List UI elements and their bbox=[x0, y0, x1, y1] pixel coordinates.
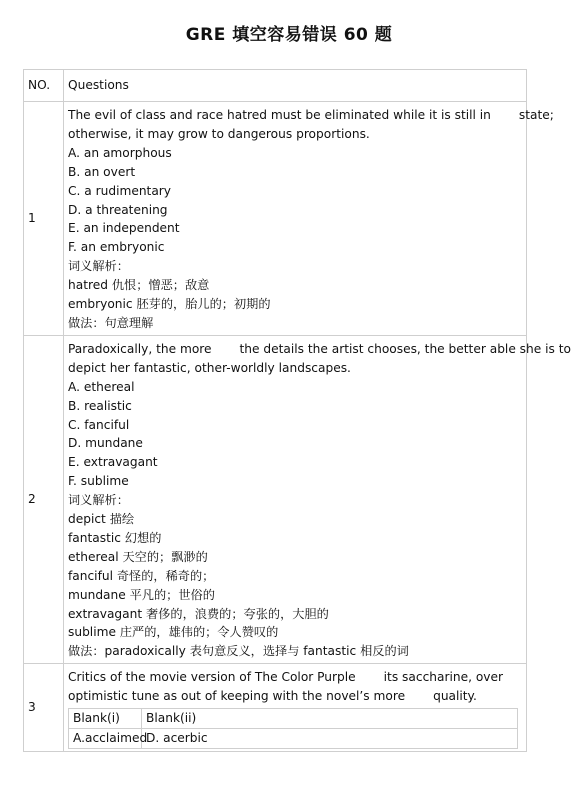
question-stem-cont bbox=[68, 687, 522, 706]
stem-text: the details the artist chooses, the better able she is to bbox=[239, 341, 571, 356]
stem-text: Paradoxically, the more bbox=[68, 341, 212, 356]
note-line: 词义解析： bbox=[68, 493, 129, 508]
question-number: 1 bbox=[24, 102, 64, 336]
question-number: 3 bbox=[24, 664, 64, 752]
option: A. ethereal bbox=[68, 379, 135, 394]
note-line: fantastic 幻想的 bbox=[68, 530, 162, 545]
option: D. mundane bbox=[68, 436, 143, 451]
option: F. an embryonic bbox=[68, 240, 165, 255]
note-line: hatred 仇恨；憎恶；敌意 bbox=[68, 278, 210, 293]
blank-header: Blank(i) bbox=[69, 709, 142, 729]
question-stem-cont: otherwise, it may grow to dangerous proportions. bbox=[68, 126, 370, 141]
question-number: 2 bbox=[24, 335, 64, 663]
question-stem bbox=[68, 340, 571, 359]
question-cell bbox=[64, 102, 554, 336]
question-stem bbox=[68, 668, 522, 687]
note-line: sublime 庄严的，雄伟的；令人赞叹的 bbox=[68, 625, 279, 640]
blank-option: A.acclaimed bbox=[69, 729, 142, 749]
table-row bbox=[24, 102, 527, 336]
header-no: NO. bbox=[24, 70, 64, 102]
page-title: GRE 填空容易错误 60 题 bbox=[185, 25, 393, 45]
header-questions: Questions bbox=[64, 70, 527, 102]
option: C. fanciful bbox=[68, 417, 130, 432]
blank-header-row bbox=[69, 709, 518, 729]
note-line: ethereal 天空的；飘渺的 bbox=[68, 549, 208, 564]
stem-text: The evil of class and race hatred must be eliminated while it is still in bbox=[68, 108, 491, 122]
note-line: 做法：句意理解 bbox=[68, 315, 154, 330]
stem-text: state; bbox=[518, 108, 554, 122]
table-row bbox=[24, 335, 527, 663]
option: C. a rudimentary bbox=[68, 183, 172, 198]
note-line: 做法：paradoxically 表句意反义，选择与 fantastic 相反的词 bbox=[68, 644, 409, 659]
option: A. an amorphous bbox=[68, 145, 172, 160]
blank-option: D. acerbic bbox=[142, 729, 518, 749]
question-cell bbox=[64, 664, 527, 752]
table-header-row bbox=[24, 70, 527, 102]
option: E. an independent bbox=[68, 221, 180, 236]
table-row bbox=[24, 664, 527, 752]
note-line: mundane 平凡的；世俗的 bbox=[68, 587, 215, 602]
blank-header: Blank(ii) bbox=[142, 709, 518, 729]
stem-text: its saccharine, over bbox=[383, 670, 504, 685]
note-line: fanciful 奇怪的，稀奇的； bbox=[68, 568, 215, 583]
blank-option-row bbox=[69, 729, 518, 749]
option: B. an overt bbox=[68, 164, 136, 179]
question-stem bbox=[68, 106, 554, 125]
stem-text: quality. bbox=[433, 689, 477, 704]
option: F. sublime bbox=[68, 474, 129, 489]
option: B. realistic bbox=[68, 398, 132, 413]
stem-text: optimistic tune as out of keeping with the novel’s more bbox=[68, 689, 406, 704]
note-line: embryonic 胚芽的，胎儿的；初期的 bbox=[68, 297, 271, 312]
note-line: depict 描绘 bbox=[68, 512, 135, 527]
note-line: 词义解析： bbox=[68, 259, 129, 274]
option: D. a threatening bbox=[68, 202, 168, 217]
questions-table bbox=[23, 69, 571, 752]
stem-text: Critics of the movie version of The Color Purple bbox=[68, 670, 356, 685]
question-stem-cont: depict her fantastic, other-worldly landscapes. bbox=[68, 360, 351, 375]
blank-options-table bbox=[68, 708, 518, 749]
note-line: extravagant 奢侈的，浪费的；夸张的，大胆的 bbox=[68, 606, 329, 621]
question-cell bbox=[64, 335, 571, 663]
option: E. extravagant bbox=[68, 455, 158, 470]
